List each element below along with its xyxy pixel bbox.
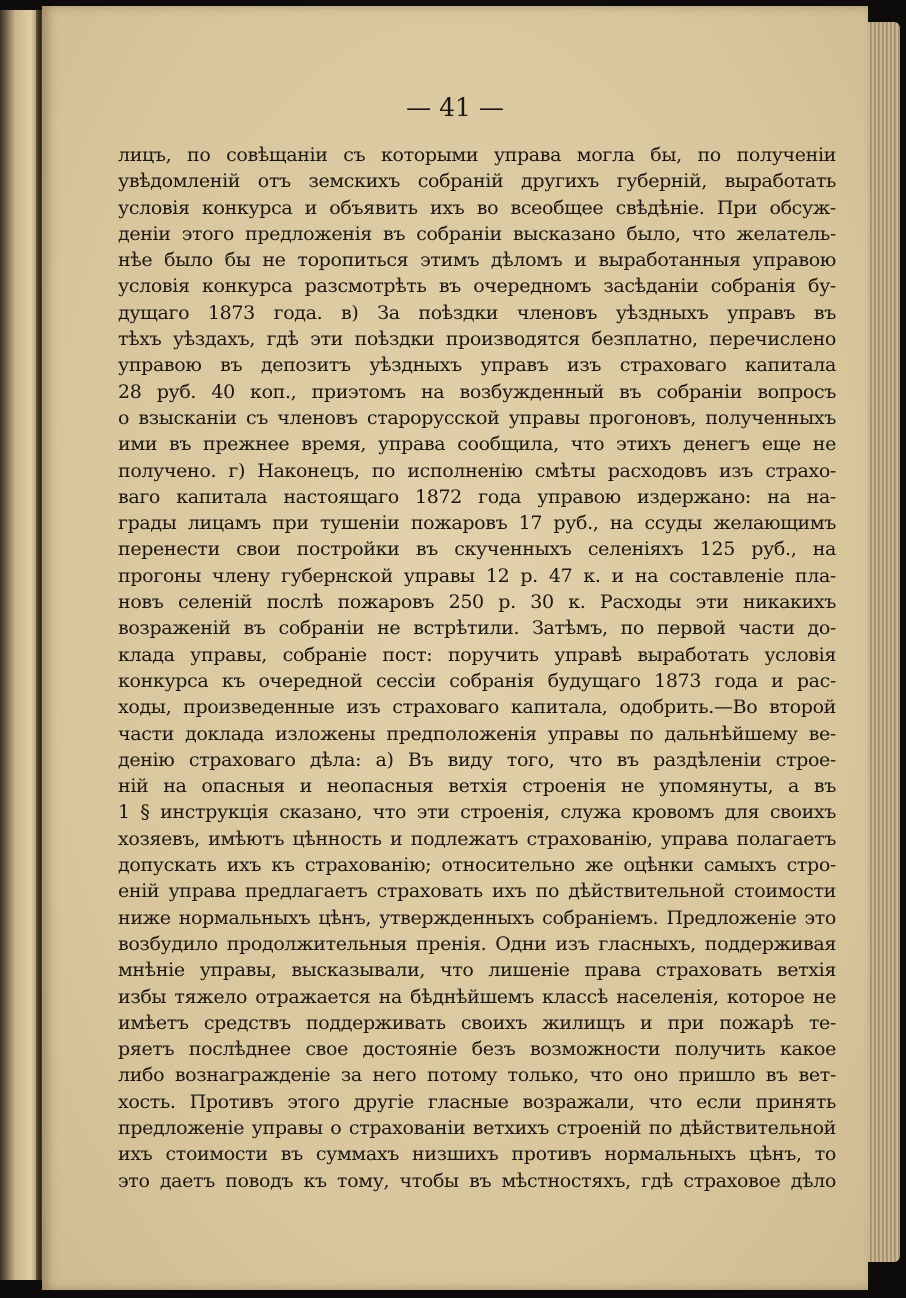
text-line: дущаго 1873 года. в) За поѣздки членовъ уѣздныхъ управъ въ (118, 301, 836, 324)
text-line: прогоны члену губернской управы 12 р. 47 к. и на составленіе пла- (118, 564, 836, 587)
text-line: о взысканіи съ членовъ старорусской управы прогоновъ, полученныхъ (118, 406, 836, 429)
text-line: имѣетъ средствъ поддерживать своихъ жилищъ и при пожарѣ те- (118, 1011, 836, 1034)
text-line: ихъ стоимости въ суммахъ низшихъ противъ нормальныхъ цѣнъ, то (118, 1143, 836, 1166)
text-line: избы тяжело отражается на бѣднѣйшемъ классѣ населенія, которое не (118, 985, 836, 1008)
text-line: лицъ, по совѣщаніи съ которыми управа могла бы, по полученіи (118, 144, 836, 166)
text-line: условія конкурса и объявить ихъ во всеобщее свѣдѣніе. При обсуж- (118, 196, 836, 219)
text-line: хозяевъ, имѣютъ цѣнность и подлежатъ страхованію, управа полагаетъ (118, 827, 836, 850)
page-number: — 41 — (406, 93, 504, 122)
text-line: ходы, произведенные изъ страховаго капитала, одобрить.—Во второй (118, 696, 836, 719)
text-line: клада управы, собраніе пост: поручить управѣ выработать условія (118, 643, 836, 666)
text-line: новъ селеній послѣ пожаровъ 250 р. 30 к. Расходы эти никакихъ (118, 591, 836, 614)
text-line: условія конкурса разсмотрѣть въ очередномъ засѣданіи собранія бу- (118, 275, 836, 298)
text-line: конкурса къ очередной сессіи собранія будущаго 1873 года и рас- (118, 669, 836, 692)
text-line: денію страховаго дѣла: а) Въ виду того, что въ раздѣленіи строе- (118, 748, 836, 771)
text-line: тѣхъ уѣздахъ, гдѣ эти поѣздки производятся безплатно, перечислено (118, 328, 836, 351)
book-page (42, 6, 868, 1290)
text-line: мнѣніе управы, высказывали, что лишеніе права страховать ветхія (118, 959, 836, 982)
text-line: либо вознагражденіе за него потому только, что оно пришло въ вет- (118, 1064, 836, 1087)
text-line: возбудило продолжительныя пренія. Одни изъ гласныхъ, поддерживая (118, 932, 836, 955)
text-line: ваго капитала настоящаго 1872 года управою издержано: на на- (118, 485, 836, 508)
text-line: управою въ депозитъ уѣздныхъ управъ изъ страховаго капитала (118, 354, 836, 377)
text-line: это даетъ поводъ къ тому, чтобы въ мѣстностяхъ, гдѣ страховое дѣло (118, 1169, 836, 1192)
text-line: 28 руб. 40 коп., приэтомъ на возбужденный въ собраніи вопросъ (118, 380, 836, 403)
text-line: еній управа предлагаетъ страховать ихъ по дѣйствительной стоимости (118, 880, 836, 903)
text-line: предложеніе управы о страхованіи ветхихъ строеній по дѣйствительной (118, 1116, 836, 1139)
text-line: ими въ прежнее время, управа сообщила, что этихъ денегъ еще не (118, 433, 836, 456)
text-line: перенести свои постройки въ скученныхъ селеніяхъ 125 руб., на (118, 538, 836, 561)
text-line: части доклада изложены предположенія управы по дальнѣйшему ве- (118, 722, 836, 745)
text-line: ряетъ послѣднее свое достояніе безъ возможности получить какое (118, 1038, 836, 1061)
text-line: хость. Противъ этого другіе гласные возражали, что если принять (118, 1090, 836, 1113)
text-line: деніи этого предложенія въ собраніи высказано было, что желатель- (118, 222, 836, 245)
text-line: грады лицамъ при тушеніи пожаровъ 17 руб., на ссуды желающимъ (118, 512, 836, 535)
text-line: возраженій въ собраніи не встрѣтили. Затѣмъ, по первой части до- (118, 617, 836, 640)
text-line: допускать ихъ къ страхованію; относительно же оцѣнки самыхъ стро- (118, 854, 836, 877)
text-line: увѣдомленій отъ земскихъ собраній другихъ губерній, выработать (118, 170, 836, 193)
body-text (118, 142, 836, 1194)
text-line: нѣе было бы не торопиться этимъ дѣломъ и выработанныя управою (118, 249, 836, 272)
text-line: ній на опасныя и неопасныя ветхія строенія не упомянуты, а въ (118, 775, 836, 798)
text-line: ниже нормальныхъ цѣнъ, утвержденныхъ собраніемъ. Предложеніе это (118, 906, 836, 929)
text-line: получено. г) Наконецъ, по исполненію смѣты расходовъ изъ страхо- (118, 459, 836, 482)
text-line: 1 § инструкція сказано, что эти строенія, служа кровомъ для своихъ (118, 801, 836, 824)
